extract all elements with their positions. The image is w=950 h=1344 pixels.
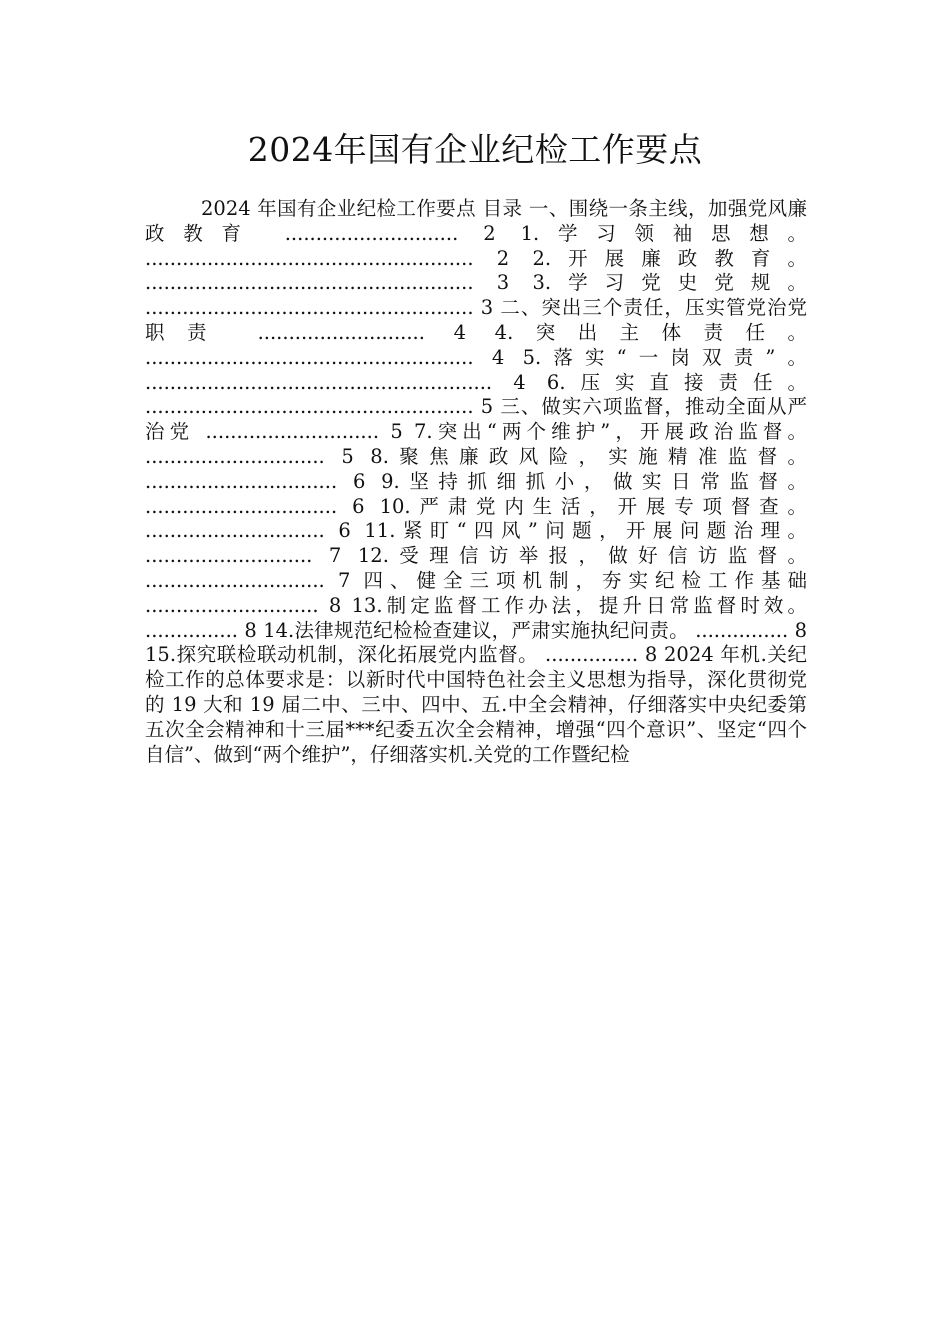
document-title: 2024年国有企业纪检工作要点 [247, 130, 703, 169]
body-paragraph: 2024 年国有企业纪检工作要点 目录 一、围绕一条主线，加强党风廉政教育 ............................ 2 1.学习领袖思想。 ..................................................... 2 2.开展廉政教育。 ..................................................... 3 3.学习党史党规。 ..................................................... 3 二、突出三个责任，压实管党治党职责 ........................... 4 4.突出主体责任。 ..................................................... 4 5.落实“一岗双责”。 ........................................................ 4 6.压实直接责任。 ..................................................... 5 三、做实六项监督，推动全面从严治党 ............................ 5 7.突出“两个维护”，开展政治监督。 ............................. 5 8.聚焦廉政风险，实施精准监督。 ............................... 6 9.坚持抓细抓小，做实日常监督。 ............................... 6 10.严肃党内生活，开展专项督查。 ............................. 6 11.紧盯“四风”问题，开展问题治理。 ........................... 7 12.受理信访举报，做好信访监督。 ............................. 7 四、健全三项机制，夯实纪检工作基础 ............................ 8 13.制定监督工作办法，提升日常监督时效。 ............... 8 14.法律规范纪检检查建议，严肃实施执纪问责。 ............... 8 15.探究联检联动机制，深化拓展党内监督。 ............... 8 2024 年机.关纪检工作的总体要求是：以新时代中国特色社会主义思想为指导，深化贯彻党的 19 大和 19 届二中、三中、四中、五.中全会精神，仔细落实中央纪委第五次全会精神和十三届***纪委五次全会精神，增强“四个意识”、坚定“四个自信”、做到“两个维护”，仔细落实机.关党的工作暨纪检 [145, 197, 807, 766]
document-body [145, 197, 807, 767]
